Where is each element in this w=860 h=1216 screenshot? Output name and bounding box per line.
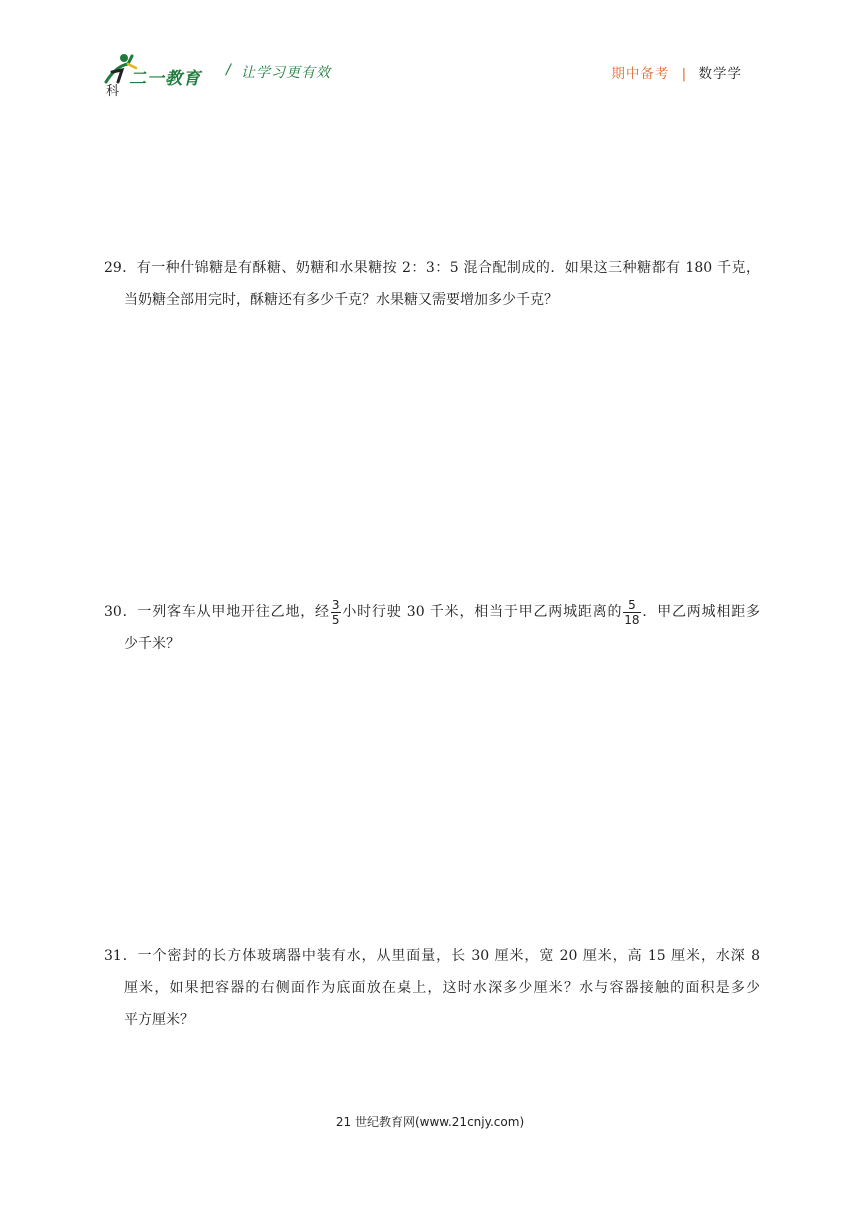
subject-label: 数学学 xyxy=(698,66,742,82)
fraction-denominator: 18 xyxy=(624,612,640,627)
question-31-line3: 平方厘米？ xyxy=(124,1012,194,1028)
question-30-line1 xyxy=(104,596,760,628)
question-29-text: 有一种什锦糖是有酥糖、奶糖和水果糖按 2：3：5 混合配制成的．如果这三种糖都有 180 千克， xyxy=(136,260,760,276)
exam-label: 期中备考 xyxy=(611,66,670,82)
fraction-3-5 xyxy=(331,598,341,627)
slogan: 让学习更有效 xyxy=(241,65,331,81)
question-31-line1 xyxy=(104,940,760,972)
logo-text: 二一教育 xyxy=(129,69,201,89)
question-31-text: 一个密封的长方体玻璃器中装有水，从里面量，长 30 厘米，宽 20 厘米，高 15 厘米，水深 8 xyxy=(137,948,760,964)
slogan-divider: / xyxy=(226,62,231,78)
site-logo xyxy=(98,52,218,98)
fraction-5-18 xyxy=(623,598,640,627)
header-separator: | xyxy=(681,66,687,82)
question-31-line2: 厘米，如果把容器的右侧面作为底面放在桌上，这时水深多少厘米？水与容器接触的面积是多少 xyxy=(124,980,760,996)
question-number: 30． xyxy=(104,604,138,620)
question-31 xyxy=(104,940,760,1036)
question-29-line1 xyxy=(104,252,760,284)
fraction-denominator: 5 xyxy=(331,612,340,627)
logo-subtext: 科 xyxy=(106,84,120,99)
question-30-text-b: 小时行驶 30 千米，相当于甲乙两城距离的 xyxy=(341,604,623,620)
question-number: 31． xyxy=(104,948,138,964)
fraction-numerator: 3 xyxy=(331,597,340,612)
question-number: 29． xyxy=(104,260,137,276)
question-30-text-c: ．甲乙两城相距多 xyxy=(641,604,761,620)
question-29 xyxy=(104,252,760,316)
question-30-line2: 少千米？ xyxy=(124,636,180,652)
page-footer: 21 世纪教育网(www.21cnjy.com) xyxy=(335,1115,525,1129)
fraction-numerator: 5 xyxy=(628,597,636,612)
question-30 xyxy=(104,596,760,660)
question-29-line2: 当奶糖全部用完时，酥糖还有多少千克？水果糖又需要增加多少千克？ xyxy=(124,292,558,308)
header-right xyxy=(611,62,742,82)
question-30-text-a: 一列客车从甲地开往乙地，经 xyxy=(137,604,330,620)
